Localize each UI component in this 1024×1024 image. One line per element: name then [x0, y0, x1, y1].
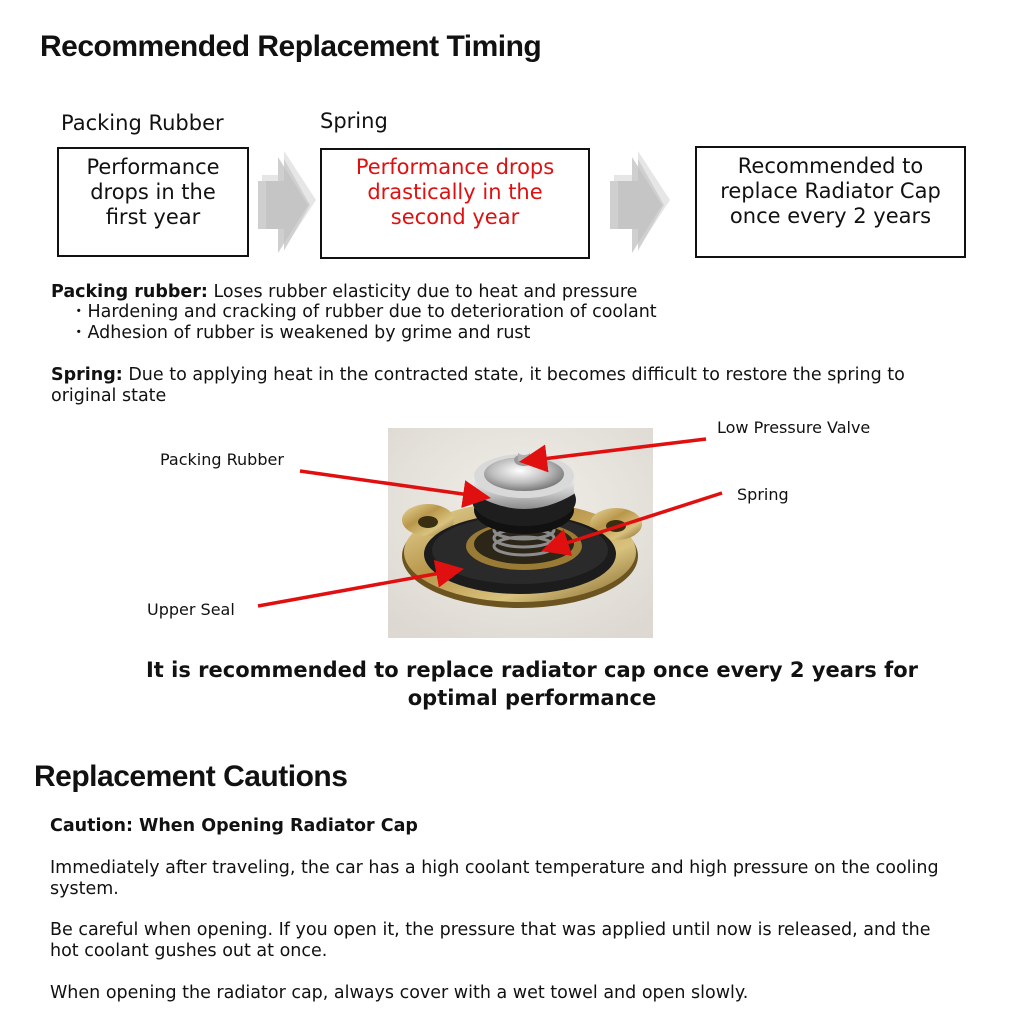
caution-paragraph-3: When opening the radiator cap, always cover with a wet towel and open slowly.	[50, 983, 749, 1003]
flow-label-spring: Spring	[320, 109, 388, 133]
packing-rubber-label: Packing rubber:	[51, 282, 208, 302]
flow-box-3-line-2: replace Radiator Cap	[720, 179, 941, 203]
bullet-mark: ・	[70, 302, 88, 322]
recommendation-line-2: optimal performance	[407, 686, 657, 710]
bullet-mark: ・	[70, 323, 88, 343]
packing-bullet-1	[70, 302, 657, 323]
flow-arrow-2-icon	[608, 143, 674, 258]
caution-paragraph-1: Immediately after traveling, the car has a high coolant temperature and high pressure on the cooling system.	[50, 858, 939, 899]
flow-label-packing-rubber: Packing Rubber	[61, 111, 224, 135]
spring-text: Due to applying heat in the contracted state, it becomes difficult to restore the spring to original state	[51, 365, 905, 406]
callout-spring: Spring	[737, 485, 789, 504]
packing-bullet-1-text: Hardening and cracking of rubber due to deterioration of coolant	[87, 302, 657, 322]
flow-box-1-line-3: first year	[105, 205, 201, 229]
callout-packing-rubber: Packing Rubber	[160, 450, 284, 469]
callout-low-pressure-valve: Low Pressure Valve	[717, 418, 871, 437]
spring-label: Spring:	[51, 365, 123, 385]
flow-box-3-line-3: once every 2 years	[729, 204, 932, 228]
flow-box-1-line-2: drops in the	[90, 180, 216, 204]
caution-heading: Caution: When Opening Radiator Cap	[50, 816, 418, 836]
flow-box-1-line-1: Performance	[86, 155, 220, 179]
callout-upper-seal: Upper Seal	[147, 600, 235, 619]
page-title: Recommended Replacement Timing	[40, 30, 542, 63]
flow-box-2-line-1: Performance drops	[355, 155, 555, 179]
packing-rubber-text: Loses rubber elasticity due to heat and pressure	[207, 282, 638, 302]
flow-box-2-line-3: second year	[390, 205, 520, 229]
packing-rubber-description	[51, 282, 991, 303]
flow-arrow-1-icon	[258, 143, 320, 258]
flow-box-second-year	[320, 148, 590, 259]
recommendation-text	[82, 656, 982, 712]
packing-bullet-2-text: Adhesion of rubber is weakened by grime and rust	[87, 323, 531, 343]
flow-box-first-year	[57, 147, 249, 257]
flow-box-3-line-1: Recommended to	[737, 154, 924, 178]
caution-paragraph-2: Be careful when opening. If you open it, the pressure that was applied until now is released, and the hot coolant gushes out at once.	[50, 920, 931, 961]
packing-bullet-2	[70, 323, 530, 344]
cautions-title: Replacement Cautions	[34, 760, 348, 793]
flow-box-recommendation	[695, 146, 966, 258]
spring-description	[51, 365, 971, 407]
recommendation-line-1: It is recommended to replace radiator cap once every 2 years for	[145, 658, 919, 682]
flow-box-2-line-2: drastically in the	[367, 180, 543, 204]
radiator-cap-photo	[388, 428, 653, 638]
